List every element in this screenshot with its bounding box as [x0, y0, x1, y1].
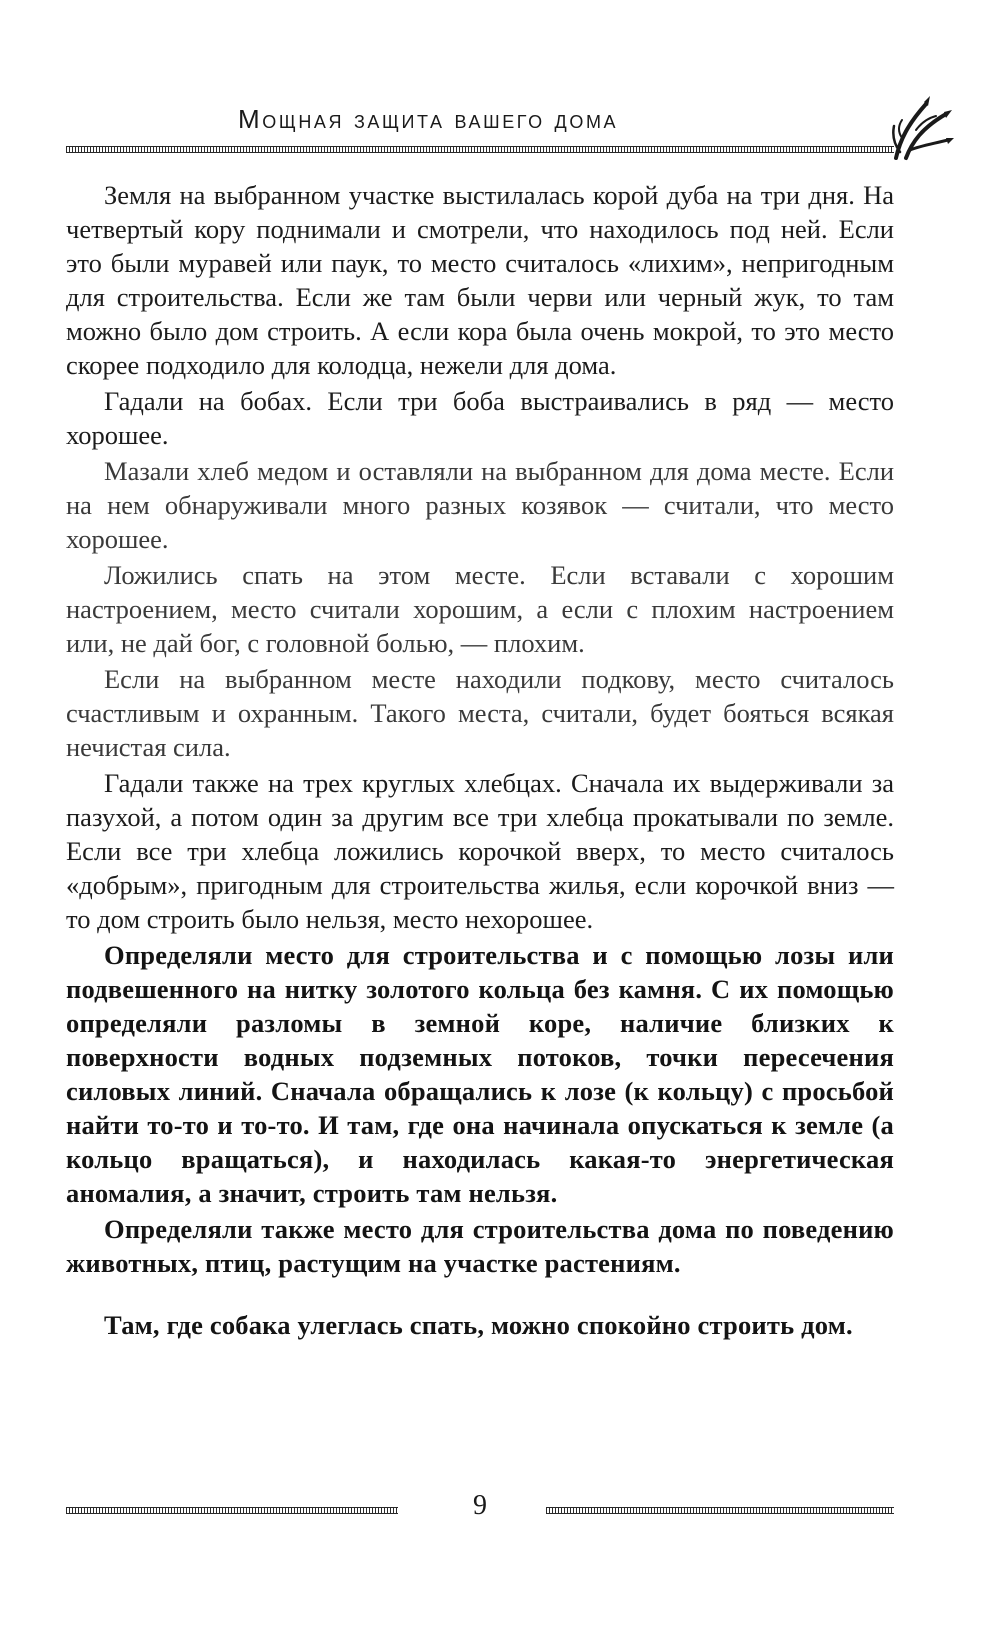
paragraph: Там, где собака улеглась спать, можно спокойно строить дом.	[104, 1310, 853, 1340]
paragraph: Определяли также место для строительства дома по поведению животных, птиц, растущим на участке растениям.	[66, 1214, 894, 1278]
feather-leaves-ornament-icon	[886, 92, 958, 164]
paragraph: Определяли место для строительства и с помощью лозы или подвешенного на нитку золотого кольца без камня. С их помощью определяли разломы в земной коре, наличие близких к поверхности водных подземных потоков, точки пересечения силовых линий. Сначала обращались к лозе (к кольцу) с просьбой найти то-то и то-то. И там, где она начинала опускаться к земле (а кольцо вращаться), и находилась какая-то энергетическая аномалия, а значит, строить там нельзя.	[66, 940, 894, 1208]
page-number: 9	[473, 1490, 487, 1521]
paragraph: Мазали хлеб медом и оставляли на выбранном для дома месте. Если на нем обнаруживали много разных козявок — считали, что место хорошее.	[66, 456, 894, 554]
header-rule	[66, 146, 894, 153]
footer-rule-left	[66, 1507, 398, 1514]
paragraph: Ложились спать на этом месте. Если вставали с хорошим настроением, место считали хорошим, а если с плохим настроением или, не дай бог, с головной болью, — плохим.	[66, 560, 894, 658]
paragraph: Земля на выбранном участке выстилалась корой дуба на три дня. На четвертый кору поднимали и смотрели, что находилось под ней. Если это были муравей или паук, то место считалось «лихим», непригодным для строительства. Если же там были черви или черный жук, то там можно было дом строить. А если кора была очень мокрой, то это место скорее подходило для колодца, нежели для дома.	[66, 180, 894, 380]
footer-rule-right	[546, 1507, 894, 1514]
text-body	[66, 178, 894, 1344]
running-header-title: Мощная защита вашего дома	[238, 104, 619, 134]
paragraph: Гадали также на трех круглых хлебцах. Сначала их выдерживали за пазухой, а потом один за другим все три хлебца прокатывали по земле. Если все три хлебца ложились корочкой вверх, то место считалось «добрым», пригодным для строительства жилья, если корочкой вниз — то дом строить было нельзя, место нехорошее.	[66, 768, 894, 934]
paragraph: Гадали на бобах. Если три боба выстраивались в ряд — место хорошее.	[66, 386, 894, 450]
paragraph: Если на выбранном месте находили подкову, место считалось счастливым и охранным. Такого места, считали, будет бояться всякая нечистая сила.	[66, 664, 894, 762]
